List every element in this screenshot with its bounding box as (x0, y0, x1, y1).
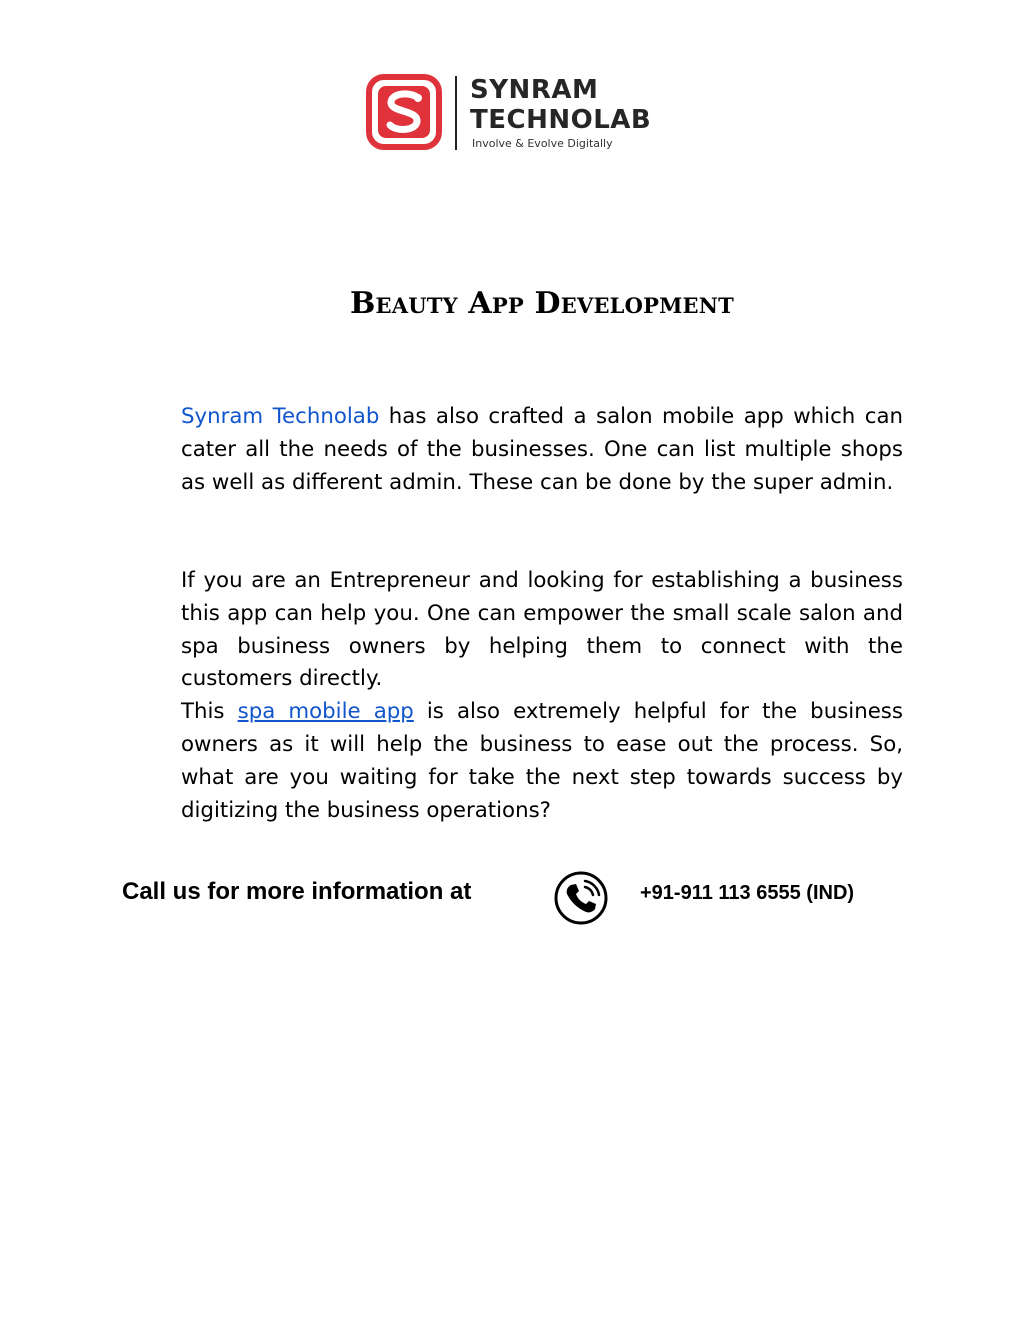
paragraph-benefits-text: is also extremely helpful for the business owners as it will help the business to ease out the process. So, what are you waiting for take the next step towards success by digitizing the business operations? (181, 699, 903, 823)
call-us-label: Call us for more information at (122, 878, 472, 905)
paragraph-entrepreneur-text: If you are an Entrepreneur and looking for establishing a business this app can help you. One can empower the small scale salon and spa business owners by helping them to connect with the customers directly. (181, 568, 903, 692)
logo-tagline: Involve & Evolve Digitally (472, 137, 613, 150)
paragraph-details (181, 565, 903, 827)
synram-technolab-link[interactable]: Synram Technolab (181, 404, 380, 429)
logo-name-line1: SYNRAM (470, 75, 599, 105)
paragraph-intro-text: has also crafted a salon mobile app which can cater all the needs of the businesses. One can list multiple shops as well as different admin. These can be done by the super admin. (181, 404, 904, 495)
paragraph-this-text: This (181, 699, 238, 725)
page-title: Beauty App Development (350, 286, 734, 321)
synram-s-logo-icon (366, 74, 442, 150)
company-logo (366, 72, 666, 154)
phone-call-icon (553, 870, 609, 926)
contact-row (0, 860, 1024, 930)
logo-divider (455, 76, 457, 150)
paragraph-intro (181, 401, 903, 499)
spa-mobile-app-link[interactable]: spa mobile app (237, 699, 414, 725)
logo-name-line2: TECHNOLAB (470, 105, 652, 135)
phone-number[interactable]: +91-911 113 6555 (IND) (640, 882, 855, 904)
